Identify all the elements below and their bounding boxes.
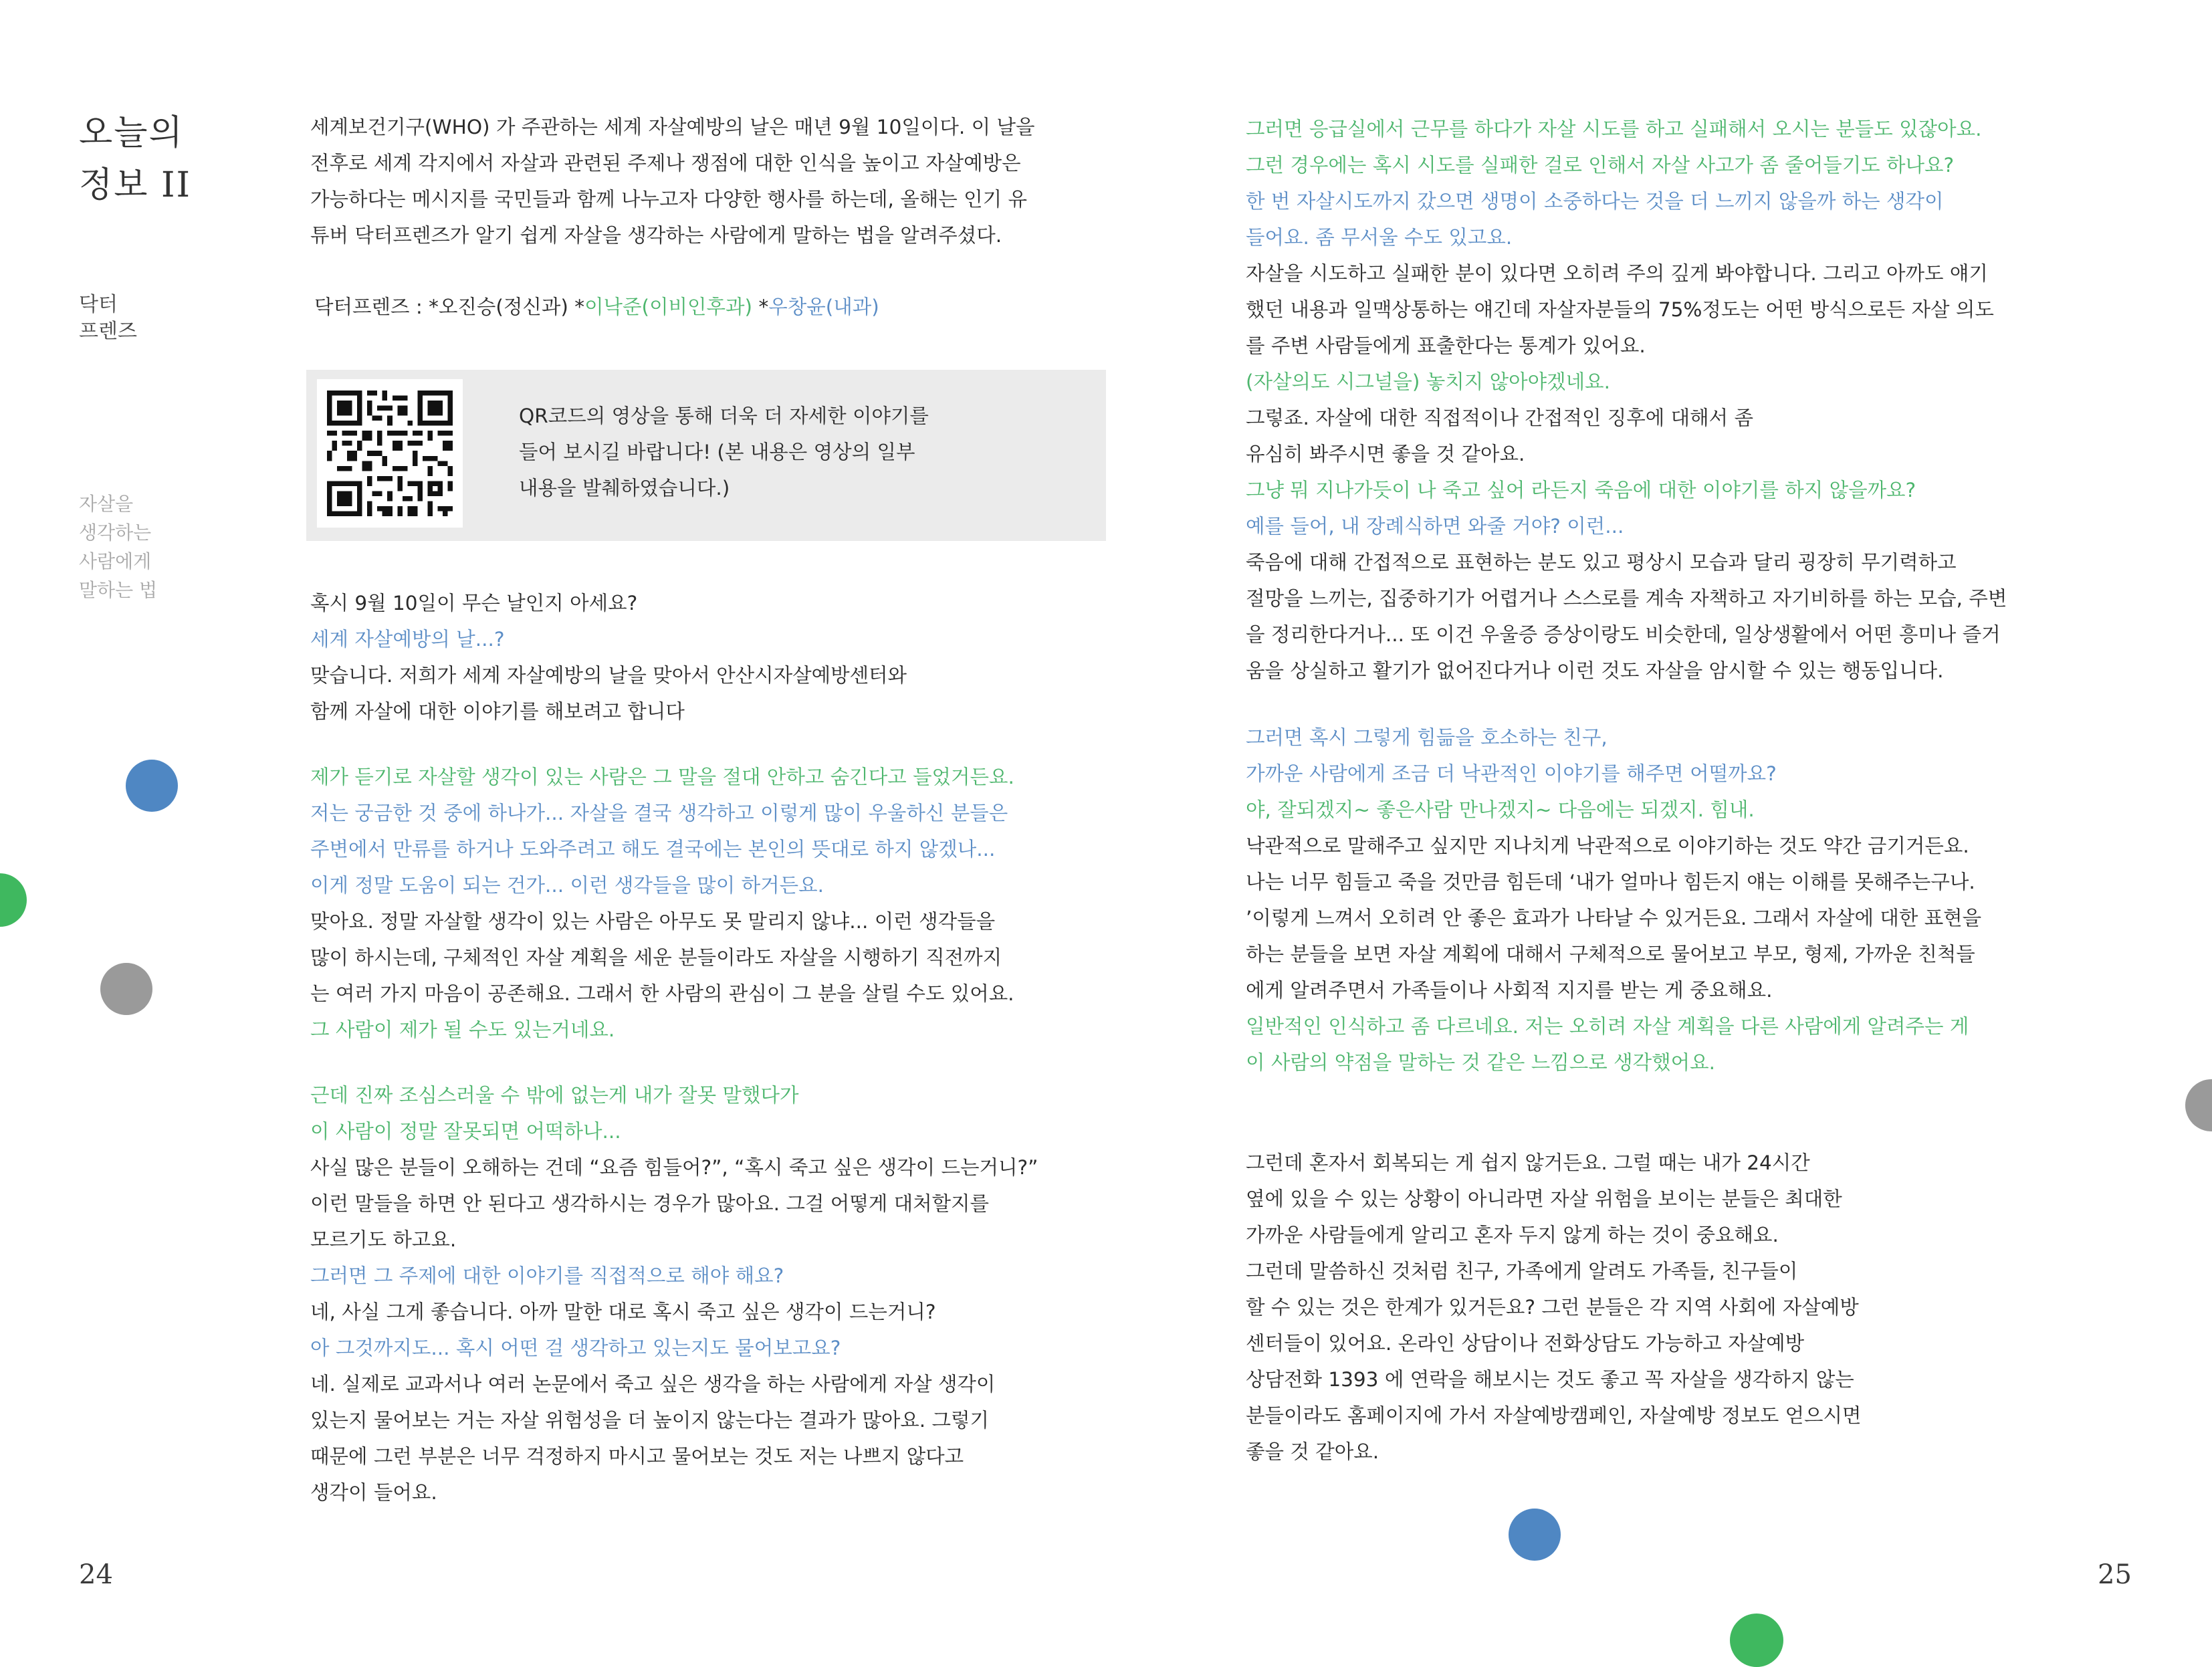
dialogue-line: 일반적인 인식하고 좀 다르네요. 저는 오히려 자살 계획을 다른 사람에게 알려주는 게: [1246, 1015, 1969, 1038]
decor-dot-green: [1730, 1614, 1783, 1667]
dialogue-line: 절망을 느끼는, 집중하기가 어렵거나 스스로를 계속 자책하고 자기비하를 하는 모습, 주변: [1246, 587, 2007, 610]
subtitle: [79, 292, 137, 345]
dialogue-line: 혹시 9월 10일이 무슨 날인지 아세요?: [310, 592, 638, 615]
dialogue-line: 때문에 그런 부분은 너무 걱정하지 마시고 물어보는 것도 저는 나쁘지 않다고: [310, 1445, 964, 1468]
aside-line: 말하는 법: [79, 579, 158, 601]
dialogue-paragraph: [310, 1077, 1038, 1511]
credit-lee: 이낙준(이비인후과): [584, 296, 753, 318]
dialogue-line: 하는 분들을 보면 자살 계획에 대해서 구체적으로 물어보고 부모, 형제, 가까운 친척들: [1246, 943, 1975, 966]
dialogue-paragraph: [1246, 1145, 2007, 1470]
dialogue-line: 사실 많은 분들이 오해하는 건데 “요즘 힘들어?”, “혹시 죽고 싶은 생각이 드는거니?”: [310, 1156, 1038, 1179]
dialogue-paragraph: [310, 585, 1038, 730]
section-title-line1: 오늘의: [79, 113, 184, 153]
dialogue-line: 이게 정말 도움이 되는 건가... 이런 생각들을 많이 하거든요.: [310, 874, 824, 897]
dialogue-line: 그런데 말씀하신 것처럼 친구, 가족에게 알려도 가족들, 친구들이: [1246, 1260, 1798, 1283]
dialogue-line: 이 사람이 정말 잘못되면 어떡하나...: [310, 1120, 621, 1143]
right-column-dialogue: [1246, 111, 2007, 1470]
dialogue-line: 그런데 혼자서 회복되는 게 쉽지 않거든요. 그럴 때는 내가 24시간: [1246, 1151, 1810, 1174]
subtitle-line1: 닥터: [79, 293, 118, 316]
dialogue-line: 야, 잘되겠지~ 좋은사람 만나겠지~ 다음에는 되겠지. 힘내.: [1246, 798, 1755, 821]
intro-line: 전후로 세계 각지에서 자살과 관련된 주제나 쟁점에 대한 인식을 높이고 자살예방은: [310, 152, 1021, 175]
dialogue-line: 네. 실제로 교과서나 여러 논문에서 죽고 싶은 생각을 하는 사람에게 자살 생각이: [310, 1373, 996, 1396]
dialogue-line: 이런 말들을 하면 안 된다고 생각하시는 경우가 많아요. 그걸 어떻게 대처할지를: [310, 1192, 990, 1215]
dialogue-line: 죽음에 대해 간접적으로 표현하는 분도 있고 평상시 모습과 달리 굉장히 무기력하고: [1246, 551, 1957, 574]
credits-sep: *: [752, 296, 769, 318]
dialogue-line: 옆에 있을 수 있는 상황이 아니라면 자살 위험을 보이는 분들은 최대한: [1246, 1188, 1842, 1210]
decor-dot-green: [0, 873, 27, 927]
aside-line: 생각하는: [79, 522, 152, 544]
dialogue-line: 을 정리한다거나... 또 이건 우울증 증상이랑도 비슷한데, 일상생활에서 어떤 흥미나 즐거: [1246, 623, 2001, 646]
credits-prefix: 닥터프렌즈 : *오진승(정신과) *: [314, 296, 585, 318]
left-column-dialogue: [310, 585, 1038, 1511]
dialogue-line: 예를 들어, 내 장례식하면 와줄 거야? 이런...: [1246, 515, 1624, 538]
dialogue-line: 맞아요. 정말 자살할 생각이 있는 사람은 아무도 못 말리지 않냐... 이런 생각들을: [310, 910, 996, 933]
dialogue-line: 그러면 혹시 그렇게 힘듦을 호소하는 친구,: [1246, 726, 1608, 749]
dialogue-line: 세계 자살예방의 날...?: [310, 628, 505, 651]
qr-code[interactable]: [317, 379, 463, 528]
qr-description: [519, 398, 929, 506]
qr-line: 들어 보시길 바랍니다! (본 내용은 영상의 일부: [519, 441, 915, 463]
dialogue-line: 저는 궁금한 것 중에 하나가... 자살을 결국 생각하고 이렇게 많이 우울하신 분들은: [310, 802, 1008, 824]
dialogue-line: 근데 진짜 조심스러울 수 밖에 없는게 내가 잘못 말했다가: [310, 1084, 799, 1107]
dialogue-line: 한 번 자살시도까지 갔으면 생명이 소중하다는 것을 더 느끼지 않을까 하는 생각이: [1246, 190, 1944, 213]
dialogue-line: 상담전화 1393 에 연락을 해보시는 것도 좋고 꼭 자살을 생각하지 않는: [1246, 1368, 1854, 1391]
qr-line: QR코드의 영상을 통해 더욱 더 자세한 이야기를: [519, 405, 929, 427]
dialogue-line: 나는 너무 힘들고 죽을 것만큼 힘든데 ‘내가 얼마나 힘든지 얘는 이해를 못해주는구나.: [1246, 871, 1975, 893]
paragraph-gap: [1246, 1081, 2007, 1145]
aside-note: [79, 489, 157, 604]
credit-woo: 우창윤(내과): [768, 296, 879, 318]
dialogue-paragraph: [1246, 719, 2007, 1081]
dialogue-line: 를 주변 사람들에게 표출한다는 통계가 있어요.: [1246, 334, 1646, 357]
dialogue-line: 그런 경우에는 혹시 시도를 실패한 걸로 인해서 자살 사고가 좀 줄어들기도 하나요?: [1246, 154, 1955, 177]
decor-dot-gray: [100, 963, 152, 1015]
dialogue-paragraph: [1246, 111, 2007, 689]
dialogue-line: 움을 상실하고 활기가 없어진다거나 이런 것도 자살을 암시할 수 있는 행동입니다.: [1246, 659, 1944, 682]
dialogue-line: 센터들이 있어요. 온라인 상담이나 전화상담도 가능하고 자살예방: [1246, 1332, 1805, 1355]
dialogue-line: 가까운 사람들에게 알리고 혼자 두지 않게 하는 것이 중요해요.: [1246, 1224, 1779, 1246]
intro-line: 튜버 닥터프렌즈가 알기 쉽게 자살을 생각하는 사람에게 말하는 법을 알려주셨다.: [310, 224, 1002, 247]
dialogue-line: ’이렇게 느껴서 오히려 안 좋은 효과가 나타날 수 있거든요. 그래서 자살에 대한 표현을: [1246, 907, 1982, 929]
dialogue-line: 이 사람의 약점을 말하는 것 같은 느낌으로 생각했어요.: [1246, 1051, 1715, 1074]
dialogue-line: 모르기도 하고요.: [310, 1228, 457, 1251]
dialogue-line: 그렇죠. 자살에 대한 직접적이나 간접적인 징후에 대해서 좀: [1246, 407, 1753, 429]
dialogue-line: 는 여러 가지 마음이 공존해요. 그래서 한 사람의 관심이 그 분을 살릴 수도 있어요.: [310, 982, 1014, 1005]
dialogue-line: 있는지 물어보는 거는 자살 위험성을 더 높이지 않는다는 결과가 많아요. 그렇기: [310, 1409, 990, 1432]
aside-line: 사람에게: [79, 550, 152, 572]
dialogue-line: 그러면 응급실에서 근무를 하다가 자살 시도를 하고 실패해서 오시는 분들도 있잖아요.: [1246, 118, 1982, 140]
dialogue-line: 분들이라도 홈페이지에 가서 자살예방캠페인, 자살예방 정보도 얻으시면: [1246, 1404, 1862, 1427]
paragraph-gap: [310, 1048, 1038, 1077]
paragraph-gap: [1246, 689, 2007, 719]
page-number-left: 24: [79, 1559, 113, 1590]
dialogue-line: 많이 하시는데, 구체적인 자살 계획을 세운 분들이라도 자살을 시행하기 직전까지: [310, 946, 1002, 969]
dialogue-paragraph: [310, 759, 1038, 1048]
page-number-right: 25: [2098, 1559, 2132, 1590]
dialogue-line: 했던 내용과 일맥상통하는 얘긴데 자살자분들의 75%정도는 어떤 방식으로든 자살 의도: [1246, 298, 1994, 321]
dialogue-line: 자살을 시도하고 실패한 분이 있다면 오히려 주의 깊게 봐야합니다. 그리고 아까도 얘기: [1246, 262, 1988, 285]
dialogue-line: 네, 사실 그게 좋습니다. 아까 말한 대로 혹시 죽고 싶은 생각이 드는거니?: [310, 1301, 936, 1323]
aside-line: 자살을: [79, 493, 134, 515]
credits-line: [314, 289, 879, 325]
intro-paragraph: [310, 109, 1034, 253]
dialogue-line: 할 수 있는 것은 한계가 있거든요? 그런 분들은 각 지역 사회에 자살예방: [1246, 1296, 1859, 1319]
dialogue-line: 맞습니다. 저희가 세계 자살예방의 날을 맞아서 안산시자살예방센터와: [310, 664, 907, 687]
dialogue-line: 낙관적으로 말해주고 싶지만 지나치게 낙관적으로 이야기하는 것도 약간 금기거든요.: [1246, 835, 1969, 857]
dialogue-line: 아 그것까지도... 혹시 어떤 걸 생각하고 있는지도 물어보고요?: [310, 1337, 841, 1359]
section-title-line2: 정보 II: [79, 165, 192, 205]
dialogue-line: 들어요. 좀 무서울 수도 있고요.: [1246, 226, 1513, 249]
dialogue-line: 주변에서 만류를 하거나 도와주려고 해도 결국에는 본인의 뜻대로 하지 않겠나...: [310, 838, 996, 861]
decor-dot-blue: [1509, 1509, 1561, 1561]
intro-line: 세계보건기구(WHO) 가 주관하는 세계 자살예방의 날은 매년 9월 10일이다. 이 날을: [310, 116, 1035, 138]
dialogue-line: 좋을 것 같아요.: [1246, 1440, 1379, 1463]
dialogue-line: 그 사람이 제가 될 수도 있는거네요.: [310, 1018, 615, 1041]
dialogue-line: 그냥 뭐 지나가듯이 나 죽고 싶어 라든지 죽음에 대한 이야기를 하지 않을까요?: [1246, 479, 1916, 502]
dialogue-line: 함께 자살에 대한 이야기를 해보려고 합니다: [310, 700, 685, 723]
qr-code-icon: [317, 379, 463, 528]
paragraph-gap: [310, 730, 1038, 759]
decor-dot-gray: [2185, 1079, 2212, 1131]
intro-line: 가능하다는 메시지를 국민들과 함께 나누고자 다양한 행사를 하는데, 올해는 인기 유: [310, 188, 1028, 211]
dialogue-line: 제가 듣기로 자살할 생각이 있는 사람은 그 말을 절대 안하고 숨긴다고 들었거든요.: [310, 766, 1014, 788]
dialogue-line: 생각이 들어요.: [310, 1481, 437, 1504]
dialogue-line: 에게 알려주면서 가족들이나 사회적 지지를 받는 게 중요해요.: [1246, 979, 1773, 1002]
dialogue-line: 가까운 사람에게 조금 더 낙관적인 이야기를 해주면 어떨까요?: [1246, 762, 1777, 785]
qr-line: 내용을 발췌하였습니다.): [519, 477, 730, 499]
subtitle-line2: 프렌즈: [79, 320, 137, 343]
qr-callout: [306, 370, 1106, 541]
decor-dot-blue: [126, 760, 178, 812]
dialogue-line: 그러면 그 주제에 대한 이야기를 직접적으로 해야 해요?: [310, 1264, 784, 1287]
dialogue-line: 유심히 봐주시면 좋을 것 같아요.: [1246, 443, 1525, 465]
section-title: [79, 107, 191, 211]
dialogue-line: (자살의도 시그널을) 놓치지 않아야겠네요.: [1246, 370, 1610, 393]
